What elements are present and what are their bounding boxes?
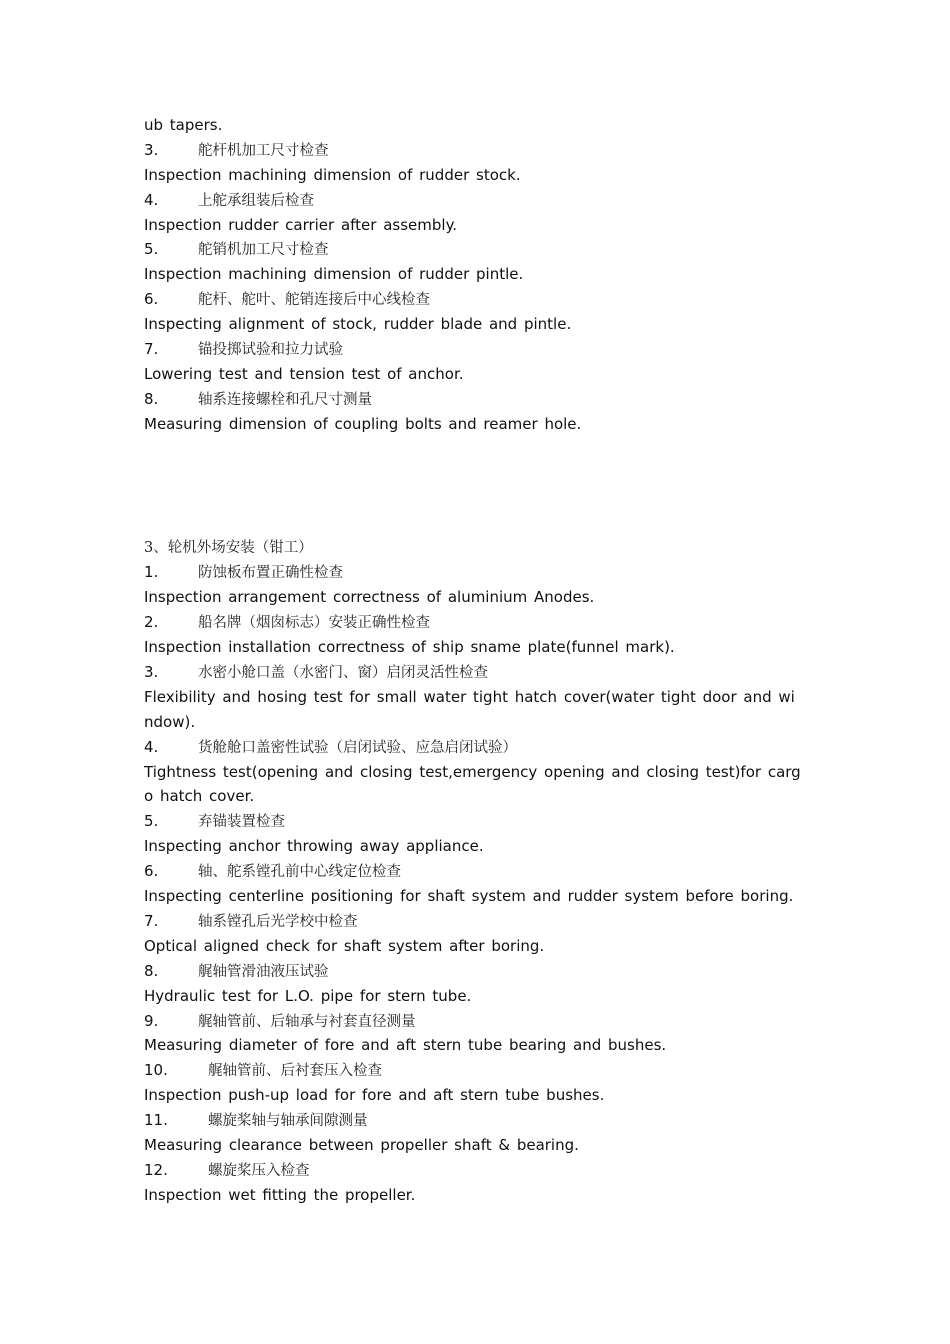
item-english-text: o hatch cover. — [144, 787, 255, 806]
item-chinese-title: 艉轴管前、后衬套压入检查 — [208, 1063, 382, 1080]
list-item-heading — [144, 909, 814, 934]
item-english-text: Inspection push-up load for fore and aft stern tube bushes. — [144, 1086, 605, 1105]
item-english-text: Inspection wet fitting the propeller. — [144, 1185, 416, 1204]
item-english-text: Tightness test(opening and closing test,emergency opening and closing test)for carg — [144, 762, 801, 781]
item-chinese-title: 货舱舱口盖密性试验（启闭试验、应急启闭试验） — [198, 739, 517, 756]
item-chinese-title: 水密小舱口盖（水密门、窗）启闭灵活性检查 — [198, 665, 488, 682]
item-number: 3. — [144, 140, 159, 159]
item-english-text: Inspection rudder carrier after assembly. — [144, 215, 458, 234]
item-number: 6. — [144, 290, 159, 309]
item-chinese-title: 锚投掷试验和拉力试验 — [198, 342, 343, 359]
item-english-text: Inspection arrangement correctness of aluminium Anodes. — [144, 588, 595, 607]
item-number: 9. — [144, 1011, 159, 1030]
continuation-line: ub tapers. — [144, 116, 223, 134]
item-number: 6. — [144, 862, 159, 881]
inspection-list-section — [144, 560, 814, 1207]
item-english-text: Inspection machining dimension of rudder pintle. — [144, 265, 524, 284]
item-number: 2. — [144, 613, 159, 632]
item-english-text: Inspecting alignment of stock, rudder blade and pintle. — [144, 315, 572, 334]
item-number: 7. — [144, 340, 159, 359]
item-chinese-title: 舵销机加工尺寸检查 — [198, 242, 329, 259]
item-chinese-title: 舵杆、舵叶、舵销连接后中心线检查 — [198, 292, 430, 309]
item-number: 4. — [144, 190, 159, 209]
section-spacer — [144, 437, 814, 536]
list-item-heading — [144, 1158, 814, 1183]
list-item-heading — [144, 138, 814, 163]
list-item-heading — [144, 959, 814, 984]
item-number: 5. — [144, 812, 159, 831]
list-item-heading — [144, 337, 814, 362]
item-chinese-title: 螺旋桨压入检查 — [208, 1162, 310, 1179]
list-item-heading — [144, 809, 814, 834]
item-number: 11. — [144, 1111, 168, 1130]
item-english-text: Flexibility and hosing test for small water tight hatch cover(water tight door and wi — [144, 687, 795, 706]
item-number: 7. — [144, 911, 159, 930]
item-chinese-title: 船名牌（烟囱标志）安装正确性检查 — [198, 615, 430, 632]
item-number: 8. — [144, 389, 159, 408]
list-item-heading — [144, 188, 814, 213]
item-number: 3. — [144, 663, 159, 682]
list-item-heading — [144, 859, 814, 884]
item-english-text: Inspection installation correctness of ship sname plate(funnel mark). — [144, 638, 675, 657]
item-chinese-title: 上舵承组装后检查 — [198, 192, 314, 209]
list-item-heading — [144, 1108, 814, 1133]
item-chinese-title: 轴、舵系镗孔前中心线定位检查 — [198, 864, 401, 881]
item-chinese-title: 艉轴管滑油液压试验 — [198, 963, 329, 980]
document-page — [144, 113, 814, 1208]
item-english-text: Inspecting centerline positioning for shaft system and rudder system before boring. — [144, 887, 794, 906]
item-english-text: Hydraulic test for L.O. pipe for stern tube. — [144, 986, 472, 1005]
item-number: 12. — [144, 1160, 168, 1179]
section-heading: 3、轮机外场安装（钳工） — [144, 539, 313, 556]
list-item-heading — [144, 560, 814, 585]
item-chinese-title: 轴系镗孔后光学校中检查 — [198, 913, 358, 930]
item-chinese-title: 轴系连接螺栓和孔尺寸测量 — [198, 391, 372, 408]
inspection-list-top — [144, 138, 814, 437]
item-english-text: Optical aligned check for shaft system after boring. — [144, 936, 545, 955]
list-item-heading — [144, 660, 814, 685]
item-english-text: Lowering test and tension test of anchor. — [144, 364, 464, 383]
list-item-heading — [144, 237, 814, 262]
item-chinese-title: 弃锚装置检查 — [198, 814, 285, 831]
item-number: 10. — [144, 1061, 168, 1080]
item-english-text: Measuring dimension of coupling bolts and reamer hole. — [144, 414, 582, 433]
item-number: 4. — [144, 737, 159, 756]
item-chinese-title: 螺旋桨轴与轴承间隙测量 — [208, 1113, 368, 1130]
item-number: 8. — [144, 961, 159, 980]
item-number: 1. — [144, 563, 159, 582]
list-item-heading — [144, 287, 814, 312]
item-english-text: Inspecting anchor throwing away appliance. — [144, 837, 484, 856]
item-english-text: ndow). — [144, 712, 196, 731]
list-item-heading — [144, 610, 814, 635]
item-english-text: Measuring clearance between propeller shaft & bearing. — [144, 1135, 579, 1154]
list-item-heading — [144, 1058, 814, 1083]
item-chinese-title: 舵杆机加工尺寸检查 — [198, 142, 329, 159]
list-item-heading — [144, 1009, 814, 1034]
list-item-heading — [144, 735, 814, 760]
item-chinese-title: 艉轴管前、后轴承与衬套直径测量 — [198, 1013, 416, 1030]
list-item-heading — [144, 387, 814, 412]
item-number: 5. — [144, 240, 159, 259]
item-chinese-title: 防蚀板布置正确性检查 — [198, 565, 343, 582]
item-english-text: Inspection machining dimension of rudder stock. — [144, 165, 521, 184]
item-english-text: Measuring diameter of fore and aft stern tube bearing and bushes. — [144, 1036, 667, 1055]
